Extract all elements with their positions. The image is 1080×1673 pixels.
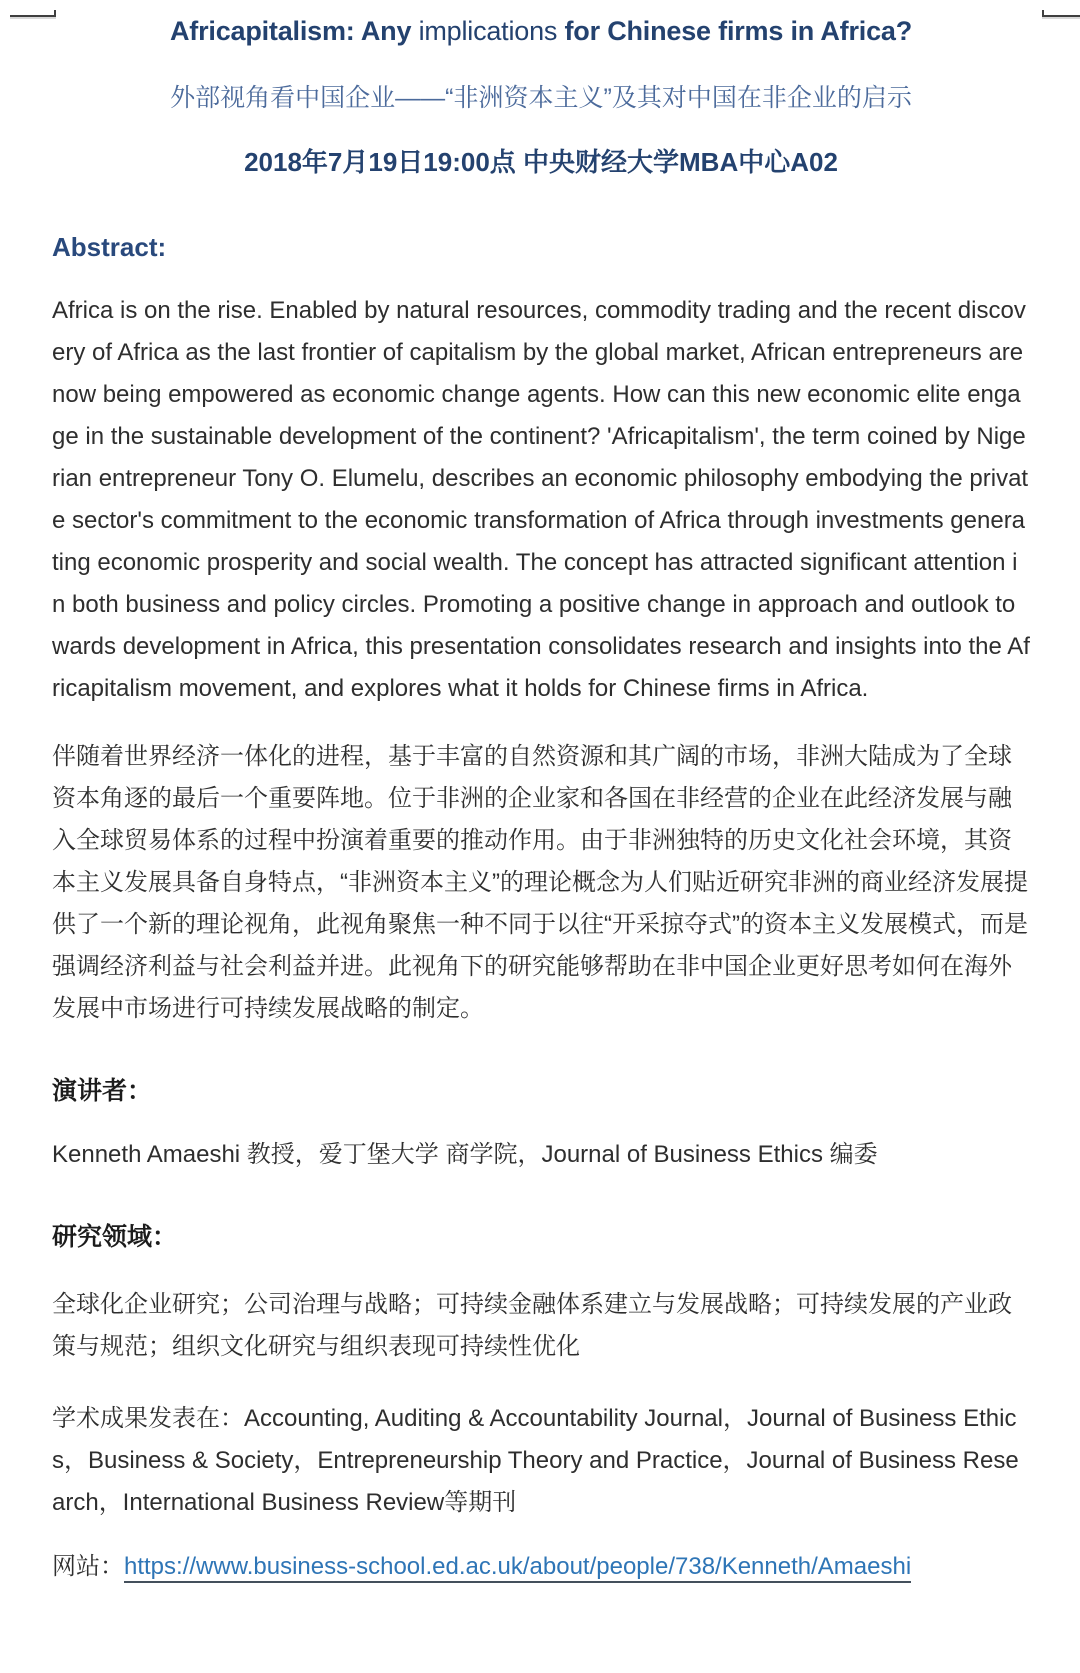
- abstract-paragraph-chinese: 伴随着世界经济一体化的进程，基于丰富的自然资源和其广阔的市场，非洲大陆成为了全球资本角逐的最后一个重要阵地。位于非洲的企业家和各国在非经营的企业在此经济发展与融入全球贸易体系的过程中扮演着重要的推动作用。由于非洲独特的历史文化社会环境，其资本主义发展具备自身特点，“非洲资本主义”的理论概念为人们贴近研究非洲的商业经济发展提供了一个新的理论视角，此视角聚焦一种不同于以往“开采掠夺式”的资本主义发展模式，而是强调经济利益与社会利益并进。此视角下的研究能够帮助在非中国企业更好思考如何在海外发展中市场进行可持续发展战略的制定。: [52, 743, 1028, 1022]
- website-label: 网站：: [52, 1553, 124, 1580]
- website-row: [52, 1546, 1030, 1588]
- abstract-paragraph-english: Africa is on the rise. Enabled by natural resources, commodity trading and the recent discovery of Africa as the last frontier of capitalism by the global market, African entrepreneurs are now being empowered as economic change agents. How can this new economic elite engage in the sustainable development of the continent? 'Africapitalism', the term coined by Nigerian entrepreneur Tony O. Elumelu, describes an economic philosophy embodying the private sector's commitment to the economic transformation of Africa through investments generating economic prosperity and social wealth. The concept has attracted significant attention in both business and policy circles. Promoting a positive change in approach and outlook towards development in Africa, this presentation consolidates research and insights into the Africapitalism movement, and explores what it holds for Chinese firms in Africa.: [52, 297, 1030, 702]
- page-title-suffix: for Chinese firms in Africa?: [557, 16, 912, 46]
- research-areas-heading: 研究领域：: [52, 1223, 178, 1251]
- page-subtitle-chinese: 外部视角看中国企业——“非洲资本主义”及其对中国在非企业的启示: [170, 84, 912, 112]
- speaker-profile-link[interactable]: https://www.business-school.ed.ac.uk/about/people/738/Kenneth/Amaeshi: [124, 1553, 911, 1583]
- page-title-light-word: implications: [418, 16, 558, 46]
- publications-text: 学术成果发表在：Accounting, Auditing & Accountability Journal，Journal of Business Ethics，Business & Society，Entrepreneurship Theory and Practice，Journal of Business Research，International Business Review等期刊: [52, 1405, 1019, 1516]
- document-page: [0, 14, 1080, 1648]
- speaker-detail: Kenneth Amaeshi 教授，爱丁堡大学 商学院，Journal of Business Ethics 编委: [52, 1141, 878, 1168]
- cropped-border-artifact-right: [1042, 10, 1080, 17]
- cropped-border-artifact-left: [10, 10, 56, 17]
- page-title: [52, 14, 1030, 48]
- page-title-prefix: Africapitalism: Any: [170, 16, 419, 46]
- research-areas-text: 全球化企业研究；公司治理与战略；可持续金融体系建立与发展战略；可持续发展的产业政策与规范；组织文化研究与组织表现可持续性优化: [52, 1291, 1012, 1360]
- abstract-heading: Abstract:: [52, 232, 167, 262]
- event-datetime-location: 2018年7月19日19:00点 中央财经大学MBA中心A02: [244, 147, 838, 177]
- speaker-heading: 演讲者：: [52, 1077, 153, 1105]
